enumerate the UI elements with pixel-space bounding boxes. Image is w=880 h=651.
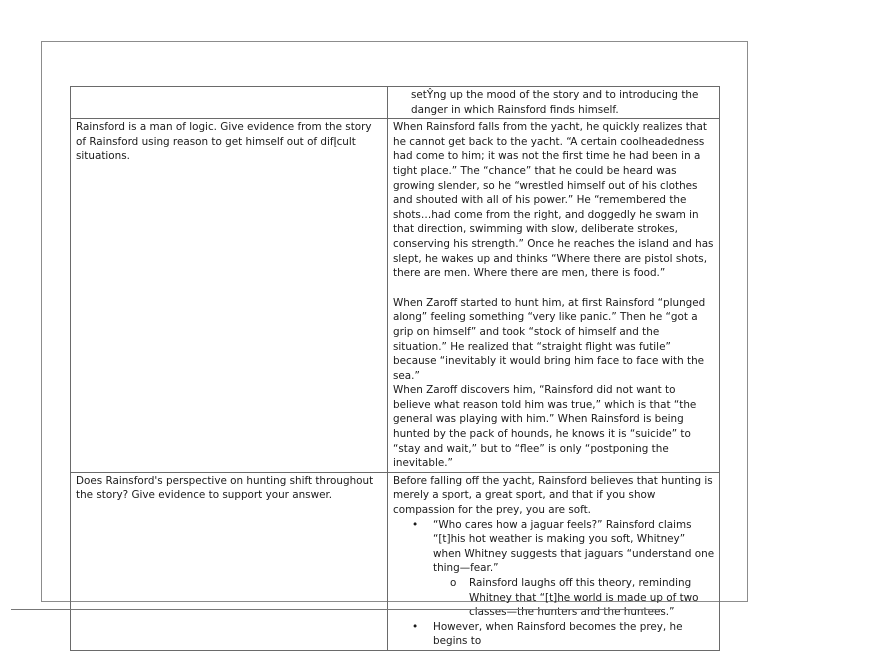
footer-rule — [11, 609, 661, 610]
bullet-marker: • — [412, 620, 419, 633]
bullet-item — [393, 620, 715, 649]
answer-paragraph: When Zaroff started to hunt him, at first Rainsford “plunged along” feeling something “very like panic.” Then he “got a grip on himself” and took “stock of himself and the situation.” He realized that “straight flight was futile” because “inevitably it would bring him face to face with the sea.” — [393, 296, 706, 382]
table-row — [71, 119, 720, 473]
answer-paragraph: When Zaroff discovers him, “Rainsford did not want to believe what reason told him was true,” which is that “the general was playing with him.” When Rainsford is being hunted by the pack of hounds, he knows it is “suicide” to “stay and wait,” but to “flee” is only “postponing the inevitable.” — [393, 384, 697, 470]
paragraph-spacer — [393, 281, 715, 296]
sub-bullet-text: Rainsford laughs off this theory, reminding Whitney that “[t]he world is made up of two classes—the hunters and the huntees.” — [469, 577, 699, 619]
table-row — [71, 87, 720, 119]
answer-paragraph: Before falling off the yacht, Rainsford believes that hunting is merely a sport, a great sport, and that if you show compassion for the prey, you are soft. — [393, 474, 713, 517]
bullet-text: However, when Rainsford becomes the prey, he begins to — [433, 620, 683, 648]
answer-paragraph: When Rainsford falls from the yacht, he quickly realizes that he cannot get back to the yacht. “A certain coolheadedness had come to him; it was not the first time he had been in a tight place.” The “chance” that he could be heard was growing slender, so he “wrestled himself out of his clothes and shouted with all of his power.” He “remembered the shots…had come from the right, and doggedly he swam in that direction, swimming with slow, deliberate strokes, conserving his strength.” Once he reaches the island and has slept, he wakes up and thinks “Where there are pistol shots, there are men. Where there are men, there is food.” — [393, 121, 714, 280]
bullet-text: “Who cares how a jaguar feels?” Rainsford claims “[t]his hot weather is making you soft, Whitney” when Whitney suggests that jaguars “understand one thing—fear.” — [433, 518, 715, 575]
sub-bullet-item — [393, 576, 715, 620]
question-cell — [71, 87, 388, 119]
answer-cell — [388, 119, 720, 473]
sub-bullet-marker: o — [450, 577, 457, 589]
answer-cell — [388, 472, 720, 650]
answer-cell — [388, 87, 720, 119]
question-cell: Rainsford is a man of logic. Give evidence from the story of Rainsford using reason to get himself out of difĮcult situations. — [71, 119, 388, 473]
table-row — [71, 472, 720, 650]
question-cell: Does Rainsford's perspective on hunting shift throughout the story? Give evidence to support your answer. — [71, 472, 388, 650]
bullet-marker: • — [412, 518, 419, 531]
bullet-item — [393, 518, 715, 576]
document-table — [70, 86, 720, 651]
answer-continuation: setŶng up the mood of the story and to introducing the danger in which Rainsford finds himself. — [411, 89, 699, 116]
